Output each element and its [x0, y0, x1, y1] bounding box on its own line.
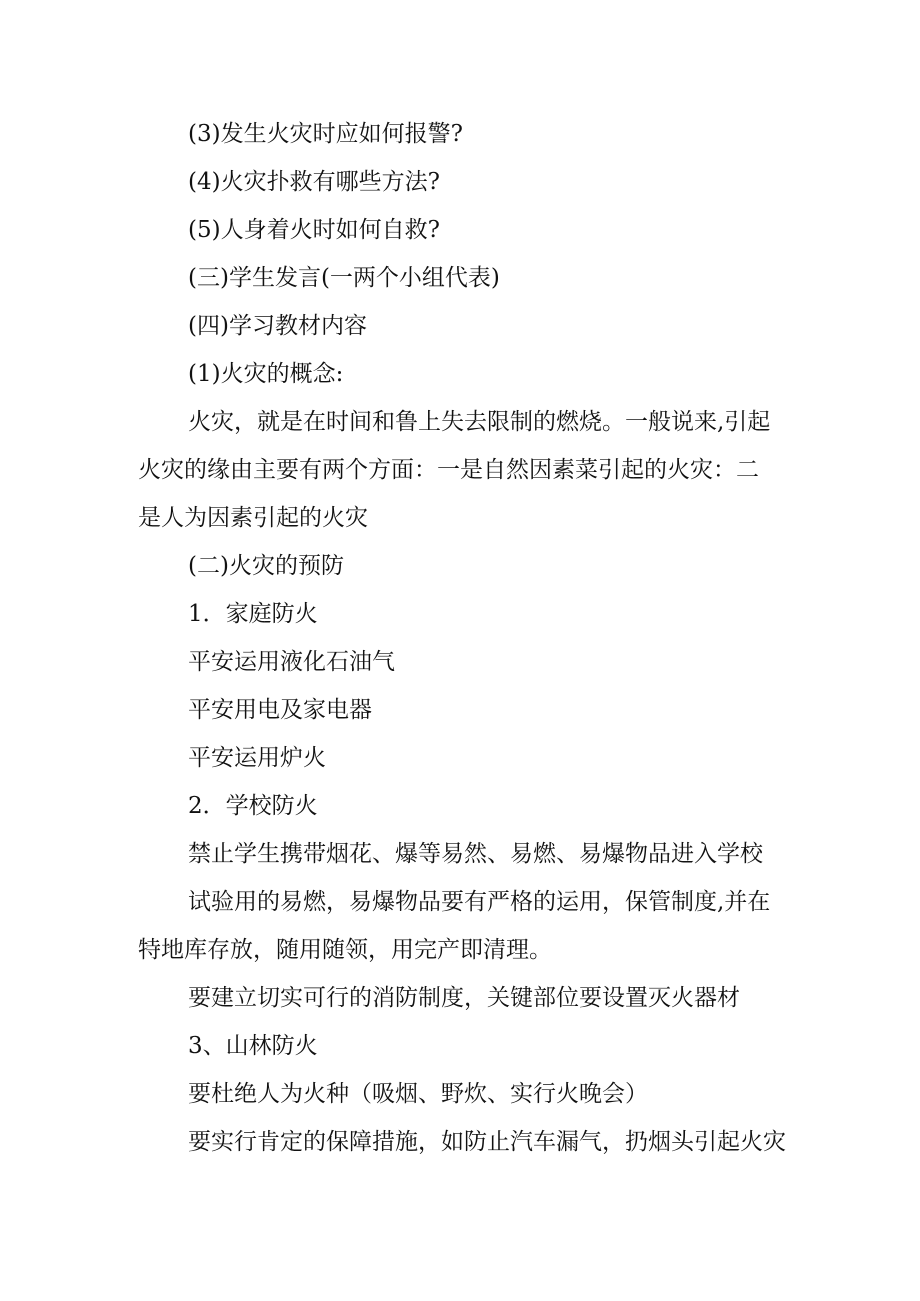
list-item: 要实行肯定的保障措施，如防止汽车漏气，扔烟头引起火灾 [188, 1129, 786, 1155]
list-item: 平安运用炉火 [188, 745, 326, 771]
list-item: 禁止学生携带烟花、爆等易然、易燃、易爆物品进入学校 [188, 841, 763, 867]
subheading-fire-concept: (1)火灾的概念: [188, 361, 344, 387]
question-5: (5)人身着火时如何自救? [188, 217, 440, 243]
list-item: 平安用电及家电器 [188, 697, 372, 723]
list-item: 平安运用液化石油气 [188, 649, 395, 675]
subheading-home-fire: 1．家庭防火 [188, 601, 318, 627]
subheading-forest-fire: 3、山林防火 [188, 1033, 318, 1059]
list-item: 要杜绝人为火种（吸烟、野炊、实行火晚会） [188, 1081, 648, 1107]
paragraph-line: 是人为因素引起的火灾 [138, 505, 368, 531]
paragraph-line: 火灾，就是在时间和鲁上失去限制的燃烧。一般说来,引起 [188, 409, 771, 435]
paragraph-line: 特地库存放，随用随领，用完产即清理。 [138, 937, 552, 963]
section-student-speech: (三)学生发言(一两个小组代表) [188, 265, 500, 291]
question-4: (4)火灾扑救有哪些方法? [188, 169, 440, 195]
section-fire-prevention: (二)火灾的预防 [188, 553, 344, 579]
section-study-materials: (四)学习教材内容 [188, 313, 367, 339]
paragraph-line: 试验用的易燃，易爆物品要有严格的运用，保管制度,并在 [188, 889, 771, 915]
question-3: (3)发生火灾时应如何报警? [188, 121, 463, 147]
paragraph-line: 火灾的缘由主要有两个方面：一是自然因素菜引起的火灾：二 [138, 457, 759, 483]
list-item: 要建立切实可行的消防制度，关键部位要设置灭火器材 [188, 985, 740, 1011]
subheading-school-fire: 2．学校防火 [188, 793, 318, 819]
